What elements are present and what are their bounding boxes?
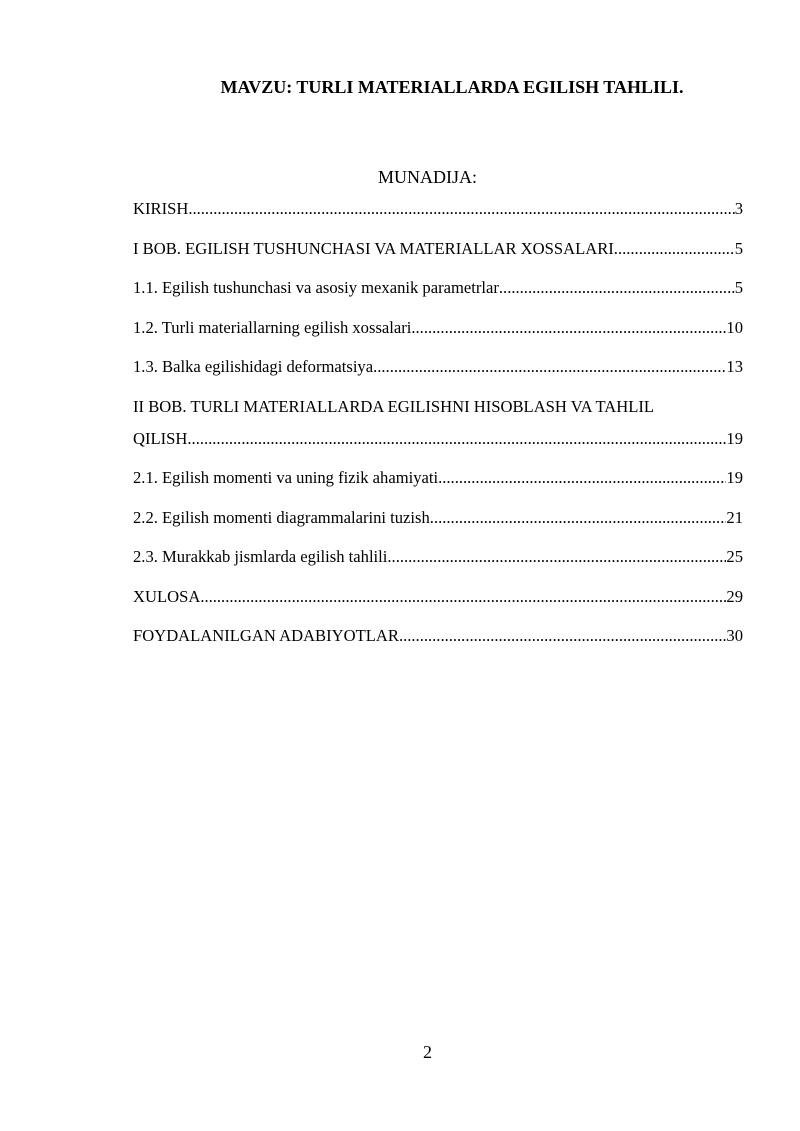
toc-entry-text: 2.2. Egilish momenti diagrammalarini tuzish bbox=[133, 507, 430, 527]
toc-dot-leader bbox=[373, 356, 726, 378]
toc-entry-text: 1.1. Egilish tushunchasi va asosiy mexanik parametrlar bbox=[133, 278, 499, 297]
toc-entry-text: 2.1. Egilish momenti va uning fizik ahamiyati bbox=[133, 468, 439, 487]
toc-entry-text: KIRISH bbox=[133, 199, 189, 218]
toc-entry-references[interactable] bbox=[133, 625, 743, 665]
toc-entry-section-2-1[interactable] bbox=[133, 467, 743, 507]
toc-entry-text: XULOSA bbox=[133, 586, 201, 606]
toc-entry-text-continued: QILISH bbox=[133, 428, 188, 448]
toc-entry-section-1-2[interactable] bbox=[133, 317, 743, 357]
toc-entry-section-2-3[interactable] bbox=[133, 546, 743, 586]
toc-entry-text: 1.2. Turli materiallarning egilish xossalari bbox=[133, 317, 412, 337]
toc-dot-leader bbox=[614, 238, 735, 260]
toc-entry-text: FOYDALANILGAN ADABIYOTLAR bbox=[133, 626, 399, 645]
toc-heading: MUNADIJA: bbox=[378, 167, 477, 187]
page-number: 2 bbox=[423, 1042, 432, 1062]
toc-dot-leader bbox=[188, 198, 734, 220]
toc-dot-leader bbox=[499, 277, 735, 299]
toc-dot-leader bbox=[411, 317, 726, 339]
toc-entry-text: I BOB. EGILISH TUSHUNCHASI VA MATERIALLAR XOSSALARI bbox=[133, 238, 614, 258]
toc-page-number: 29 bbox=[726, 586, 743, 606]
toc-page-number: 30 bbox=[726, 626, 743, 645]
toc-entry-xulosa[interactable] bbox=[133, 586, 743, 626]
toc-page-number: 19 bbox=[726, 468, 743, 487]
toc-page-number: 10 bbox=[726, 317, 743, 337]
toc-dot-leader bbox=[387, 546, 726, 568]
toc-entry-chapter-2[interactable] bbox=[133, 396, 743, 468]
toc-entry-text: II BOB. TURLI MATERIALLARDA EGILISHNI HISOBLASH VA TAHLIL bbox=[133, 396, 655, 416]
toc-entry-text: 2.3. Murakkab jismlarda egilish tahlili bbox=[133, 547, 388, 566]
table-of-contents bbox=[133, 198, 743, 665]
toc-page-number: 5 bbox=[734, 238, 743, 258]
toc-page-number: 13 bbox=[726, 357, 743, 376]
toc-page-number: 5 bbox=[734, 278, 743, 297]
toc-page-number: 21 bbox=[726, 507, 743, 527]
toc-dot-leader bbox=[438, 467, 726, 489]
toc-page-number: 19 bbox=[726, 428, 743, 448]
toc-entry-section-2-2[interactable] bbox=[133, 507, 743, 547]
toc-entry-chapter-1[interactable] bbox=[133, 238, 743, 278]
toc-entry-section-1-1[interactable] bbox=[133, 277, 743, 317]
toc-dot-leader bbox=[399, 625, 726, 647]
toc-entry-section-1-3[interactable] bbox=[133, 356, 743, 396]
toc-dot-leader bbox=[200, 586, 726, 608]
toc-entry-text: 1.3. Balka egilishidagi deformatsiya bbox=[133, 357, 374, 376]
toc-page-number: 3 bbox=[734, 199, 743, 218]
toc-entry-kirish[interactable] bbox=[133, 198, 743, 238]
toc-page-number: 25 bbox=[726, 547, 743, 566]
toc-dot-leader bbox=[430, 507, 727, 529]
toc-dot-leader bbox=[187, 428, 726, 450]
page-title: MAVZU: TURLI MATERIALLARDA EGILISH TAHLILI. bbox=[220, 77, 684, 97]
